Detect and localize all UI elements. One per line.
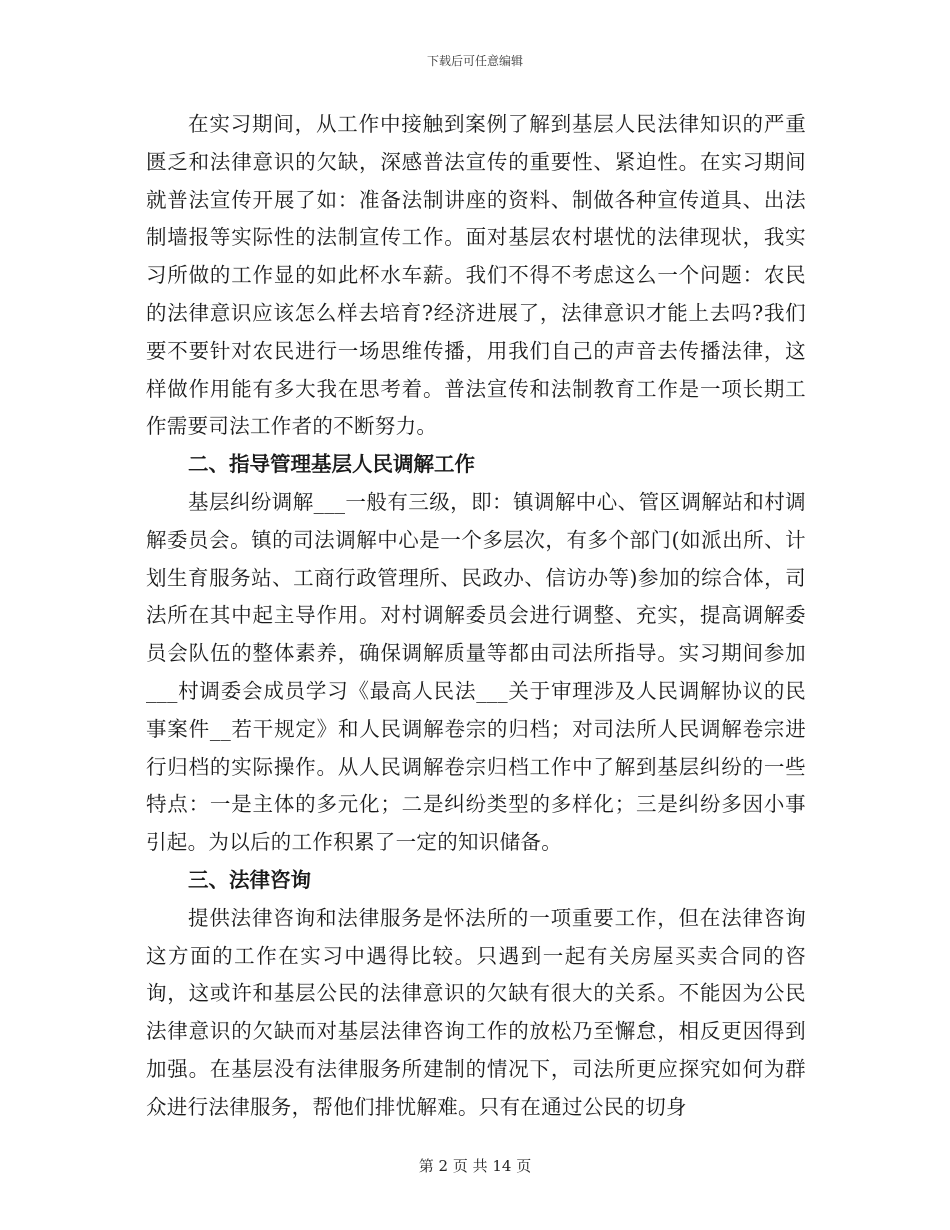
document-body bbox=[146, 106, 806, 1127]
section-heading-consultation: 三、法律咨询 bbox=[188, 867, 311, 892]
paragraph-mediation: 基层纠纷调解___一般有三级，即：镇调解中心、管区调解站和村调解委员会。镇的司法调解中心是一个多层次，有多个部门(如派出所、计划生育服务站、工商行政管理所、民政办、信访办等)参加的综合体，司法所在其中起主导作用。对村调解委员会进行调整、充实，提高调解委员会队伍的整体素养，确保调解质量等都由司法所指导。实习期间参加___村调委会成员学习《最高人民法___关于审理涉及人民调解协议的民事案件__若干规定》和人民调解卷宗的归档；对司法所人民调解卷宗进行归档的实际操作。从人民调解卷宗归档工作中了解到基层纠纷的一些特点：一是主体的多元化；二是纠纷类型的多样化；三是纠纷多因小事引起。为以后的工作积累了一定的知识储备。 bbox=[146, 489, 806, 855]
paragraph-consultation: 提供法律咨询和法律服务是怀法所的一项重要工作，但在法律咨询这方面的工作在实习中遇得比较。只遇到一起有关房屋买卖合同的咨询，这或许和基层公民的法律意识的欠缺有很大的关系。不能因为公民法律意识的欠缺而对基层法律咨询工作的放松乃至懈怠，相反更因得到加强。在基层没有法律服务所建制的情况下，司法所更应探究如何为群众进行法律服务，帮他们排忧解难。只有在通过公民的切身 bbox=[146, 905, 806, 1119]
page-number: 第 2 页 共 14 页 bbox=[418, 1157, 532, 1175]
header-note: 下载后可任意编辑 bbox=[426, 54, 523, 68]
paragraph-legal-publicity: 在实习期间，从工作中接触到案例了解到基层人民法律知识的严重匮乏和法律意识的欠缺，深感普法宣传的重要性、紧迫性。在实习期间就普法宣传开展了如：准备法制讲座的资料、制做各种宣传道具、出法制墙报等实际性的法制宣传工作。面对基层农村堪忧的法律现状，我实习所做的工作显的如此杯水车薪。我们不得不考虑这么一个问题：农民的法律意识应该怎么样去培育?经济进展了，法律意识才能上去吗?我们要不要针对农民进行一场思维传播，用我们自己的声音去传播法律，这样做作用能有多大我在思考着。普法宣传和法制教育工作是一项长期工作需要司法工作者的不断努力。 bbox=[146, 112, 806, 439]
section-heading-mediation: 二、指导管理基层人民调解工作 bbox=[188, 452, 475, 477]
